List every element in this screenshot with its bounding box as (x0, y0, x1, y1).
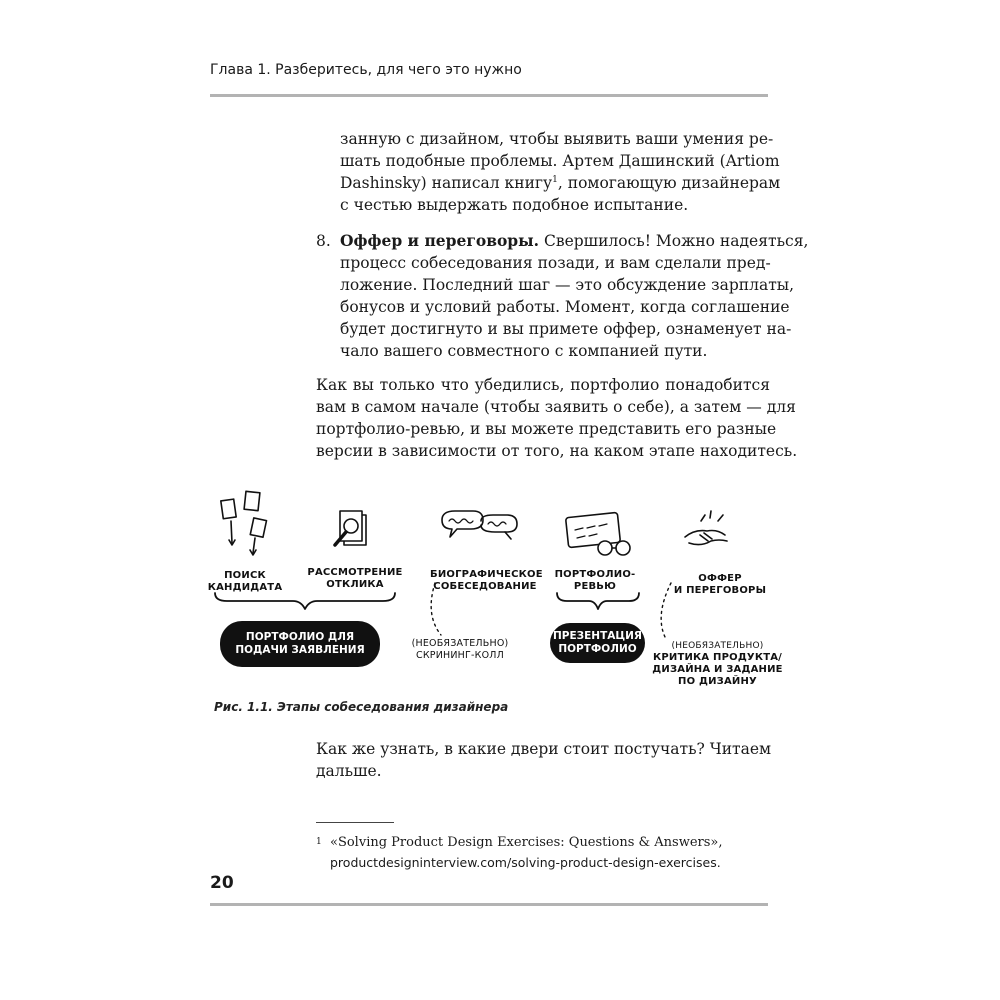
text-line: бонусов и условий работы. Момент, когда соглашение (340, 298, 790, 316)
text-line: Оффер и переговоры. Свершилось! Можно надеяться, (340, 231, 809, 250)
stage-label-search: ПОИСК КАНДИДАТА (207, 570, 283, 593)
pill-application-portfolio: ПОРТФОЛИО ДЛЯ ПОДАЧИ ЗАЯВЛЕНИЯ (220, 621, 380, 667)
text-line: будет достигнуто и вы примете оффер, ознаменует на- (340, 320, 792, 338)
text-line: версии в зависимости от того, на каком этапе находитесь. (316, 442, 798, 460)
list-item-continuation (340, 128, 781, 216)
stage-label-offer: ОФФЕР И ПЕРЕГОВОРЫ (673, 573, 767, 596)
chapter-header: Глава 1. Разберитесь, для чего это нужно (210, 62, 522, 78)
text-line: дальше. (316, 762, 382, 780)
text-line: Как же узнать, в какие двери стоит постучать? Читаем (316, 740, 772, 758)
footnote-number: 1 (316, 837, 322, 847)
text-line: занную с дизайном, чтобы выявить ваши умения ре- (340, 130, 774, 148)
list-item-title: Оффер и переговоры. (340, 231, 540, 250)
list-number: 8. (316, 232, 331, 250)
pill-portfolio-presentation: ПРЕЗЕНТАЦИЯ ПОРТФОЛИО (550, 623, 645, 663)
glasses-card-icon (566, 512, 630, 555)
text-line: вам в самом начале (чтобы заявить о себе), а затем — для (316, 398, 796, 416)
figure-caption: Рис. 1.1. Этапы собеседования дизайнера (214, 700, 509, 714)
paragraph (316, 738, 770, 782)
text-line: шать подобные проблемы. Артем Дашинский (Artiom (340, 152, 780, 170)
text-line: Как вы только что убедились, портфолио понадобится (316, 376, 770, 394)
footnote-rule (316, 822, 394, 823)
optional-screening-label: (НЕОБЯЗАТЕЛЬНО) СКРИНИНГ-КОЛЛ (411, 638, 509, 661)
footnote-text: «Solving Product Design Exercises: Questions & Answers», (330, 835, 723, 850)
text-line: с честью выдержать подобное испытание. (340, 196, 689, 214)
footer-rule (210, 903, 768, 906)
footnote-url[interactable]: productdesigninterview.com/solving-product-design-exercises. (330, 855, 721, 870)
handshake-icon (685, 511, 727, 545)
stage-label-portfolio-review: ПОРТФОЛИО- РЕВЬЮ (554, 569, 636, 592)
header-rule (210, 94, 768, 97)
text-line: чало вашего совместного с компанией пути. (340, 342, 708, 360)
text-line: Dashinsky) написал книгу$^1$, помогающую дизайнерам (340, 174, 781, 192)
optional-critique-label: КРИТИКА ПРОДУКТА/ ДИЗАЙНА И ЗАДАНИЕ ПО ДИЗАЙНУ (652, 652, 783, 687)
optional-note: (НЕОБЯЗАТЕЛЬНО) (671, 641, 764, 651)
stage-label-review: РАССМОТРЕНИЕ ОТКЛИКА (307, 567, 403, 590)
text-line: портфолио-ревью, и вы можете представить его разные (316, 420, 777, 438)
papers-icon (221, 491, 267, 555)
group-brace (215, 593, 395, 609)
paragraph (316, 374, 798, 462)
speech-bubbles-icon (442, 511, 517, 539)
text-line: ложение. Последний шаг — это обсуждение зарплаты, (340, 276, 795, 294)
text-line: процесс собеседования позади, и вам сделали пред- (340, 254, 771, 272)
page-number: 20 (210, 873, 234, 893)
footnote-ref[interactable]: 1 (552, 174, 558, 185)
magnifier-icon (335, 511, 366, 545)
stage-brace (557, 593, 639, 609)
stage-label-bio-interview: БИОГРАФИЧЕСКОЕ СОБЕСЕДОВАНИЕ (430, 569, 543, 592)
interview-stages-figure (205, 485, 785, 695)
